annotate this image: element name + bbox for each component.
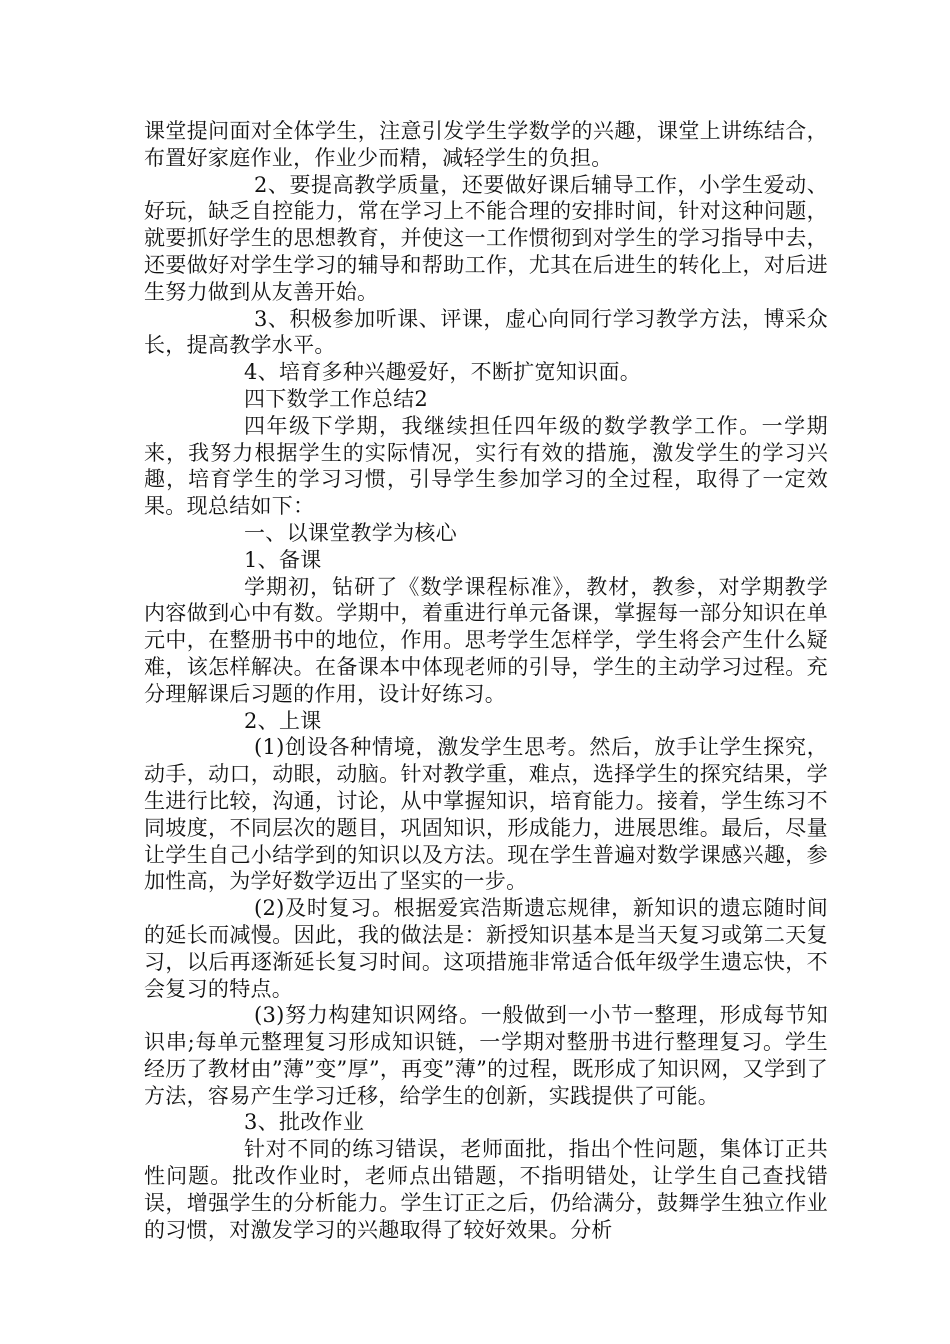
paragraph: (2)及时复习。根据爱宾浩斯遗忘规律，新知识的遗忘随时间的延长而减慢。因此，我的做法是：新授知识基本是当天复习或第二天复习，以后再逐渐延长复习时间。这项措施非常适合低年级学生遗忘快，不会复习的特点。 bbox=[144, 896, 828, 1001]
document-body bbox=[144, 118, 828, 1243]
section-heading: 一、以课堂教学为核心 bbox=[244, 520, 457, 545]
paragraph: 四年级下学期，我继续担任四年级的数学教学工作。一学期来，我努力根据学生的实际情况，实行有效的措施，激发学生的学习兴趣，培育学生的学习习惯，引导学生参加学习的全过程，取得了一定效果。现总结如下： bbox=[144, 413, 828, 519]
paragraph: (3)努力构建知识网络。一般做到一小节一整理，形成每节知识串;每单元整理复习形成知识链，一学期对整册书进行整理复习。学生经历了教材由”薄”变”厚”，再变”薄”的过程，既形成了知识网，又学到了方法，容易产生学习迁移，给学生的创新，实践提供了可能。 bbox=[144, 1003, 828, 1108]
paragraph: 2、要提高教学质量，还要做好课后辅导工作，小学生爱动、好玩，缺乏自控能力，常在学习上不能合理的安排时间，针对这种问题，就要抓好学生的思想教育，并使这一工作惯彻到对学生的学习指导中去，还要做好对学生学习的辅导和帮助工作，尤其在后进生的转化上，对后进生努力做到从友善开始。 bbox=[144, 172, 828, 304]
paragraph: 针对不同的练习错误，老师面批，指出个性问题，集体订正共性问题。批改作业时，老师点出错题，不指明错处，让学生自己查找错误，增强学生的分析能力。学生订正之后，仍给满分，鼓舞学生独立作业的习惯，对激发学习的兴趣取得了较好效果。分析 bbox=[144, 1137, 828, 1242]
subsection-heading: 2、上课 bbox=[244, 708, 322, 733]
subsection-heading: 3、批改作业 bbox=[244, 1110, 365, 1135]
paragraph: (1)创设各种情境，激发学生思考。然后，放手让学生探究，动手，动口，动眼，动脑。针对教学重，难点，选择学生的探究结果，学生进行比较，沟通，讨论，从中掌握知识，培育能力。接着，学生练习不同坡度，不同层次的题目，巩固知识，形成能力，进展思维。最后，尽量让学生自己小结学到的知识以及方法。现在学生普遍对数学课感兴趣，参加性高，为学好数学迈出了坚实的一步。 bbox=[144, 735, 828, 894]
subsection-heading: 1、备课 bbox=[244, 547, 322, 572]
paragraph: 4、培育多种兴趣爱好，不断扩宽知识面。 bbox=[244, 360, 642, 385]
section-heading: 四下数学工作总结2 bbox=[244, 386, 429, 411]
paragraph: 学期初，钻研了《数学课程标准》，教材，教参，对学期教学内容做到心中有数。学期中，着重进行单元备课，掌握每一部分知识在单元中，在整册书中的地位，作用。思考学生怎样学，学生将会产生什么疑难，该怎样解决。在备课本中体现老师的引导，学生的主动学习过程。充分理解课后习题的作用，设计好练习。 bbox=[144, 574, 828, 706]
paragraph: 课堂提问面对全体学生，注意引发学生学数学的兴趣，课堂上讲练结合，布置好家庭作业，作业少而精，减轻学生的负担。 bbox=[144, 119, 828, 170]
paragraph: 3、积极参加听课、评课，虚心向同行学习教学方法，博采众长，提高教学水平。 bbox=[144, 306, 828, 358]
